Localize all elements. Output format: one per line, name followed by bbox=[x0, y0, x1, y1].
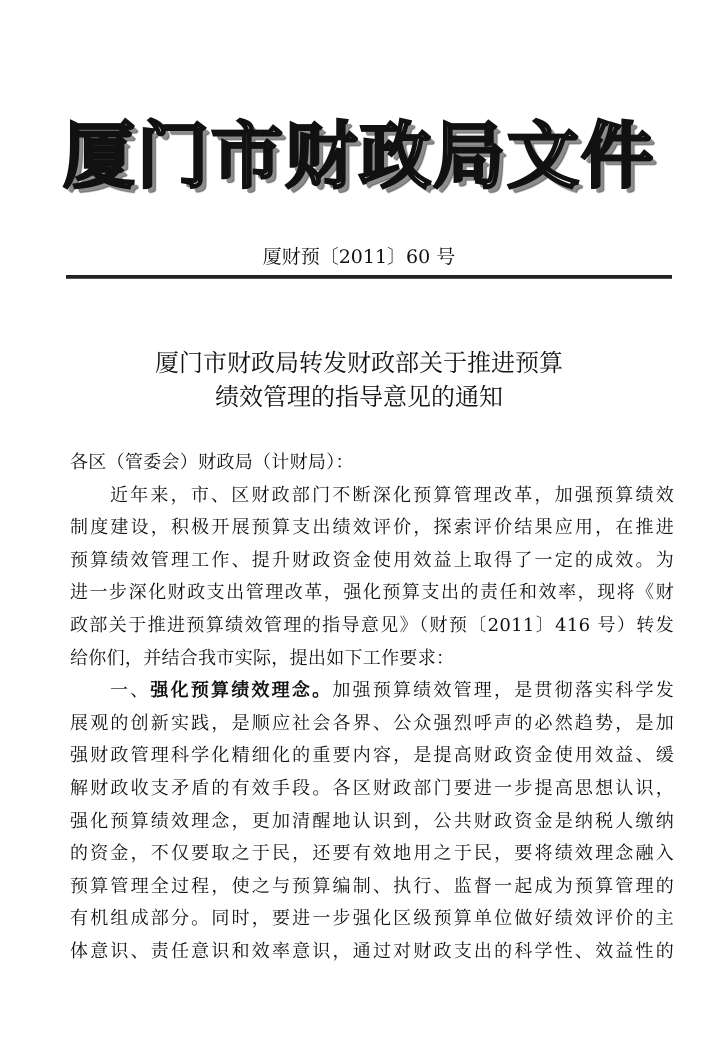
paragraph-1-line: 进一步深化财政支出管理改革，强化预算支出的责任和效率，现将《财 bbox=[70, 582, 674, 604]
paragraph-1-line: 政部关于推进预算绩效管理的指导意见》（财预〔2011〕416 号）转发 bbox=[70, 614, 674, 636]
paragraph-1-line: 制度建设，积极开展预算支出绩效评价，探索评价结果应用，在推进 bbox=[70, 517, 674, 539]
paragraph-2-line: 解财政收支矛盾的有效手段。各区财政部门要进一步提高思想认识， bbox=[70, 777, 674, 799]
paragraph-2-line: 预算管理全过程，使之与预算编制、执行、监督一起成为预算管理的 bbox=[70, 875, 674, 897]
header-divider bbox=[66, 275, 672, 279]
paragraph-2-line: 体意识、责任意识和效率意识，通过对财政支出的科学性、效益性的 bbox=[70, 940, 674, 962]
section-number: 一、 bbox=[110, 680, 151, 702]
notice-title bbox=[0, 346, 718, 414]
notice-title-line-2: 绩效管理的指导意见的通知 bbox=[215, 383, 503, 411]
paragraph-1-line: 给你们，并结合我市实际，提出如下工作要求： bbox=[70, 647, 455, 669]
paragraph-1-line: 预算绩效管理工作、提升财政资金使用效益上取得了一定的成效。为 bbox=[70, 549, 674, 571]
salutation: 各区（管委会）财政局（计财局）： bbox=[70, 452, 354, 473]
paragraph-2-line: 强财政管理科学化精细化的重要内容，是提高财政资金使用效益、缓 bbox=[70, 745, 674, 767]
paragraph-2-line: 强化预算绩效理念，更加清醒地认识到，公共财政资金是纳税人缴纳 bbox=[70, 810, 674, 832]
paragraph-2-line: 有机组成部分。同时，要进一步强化区级预算单位做好绩效评价的主 bbox=[70, 908, 674, 930]
document-header-title: 厦门市财政局文件 bbox=[62, 113, 655, 198]
paragraph-2-first-line bbox=[70, 675, 674, 708]
paragraph-1-line: 近年来，市、区财政部门不断深化预算管理改革，加强预算绩效 bbox=[110, 484, 674, 506]
document-number: 厦财预〔2011〕60 号 bbox=[262, 246, 456, 268]
notice-title-line-1: 厦门市财政局转发财政部关于推进预算 bbox=[155, 349, 563, 377]
paragraph-2-line: 的资金，不仅要取之于民，还要有效地用之于民，要将绩效理念融入 bbox=[70, 843, 674, 865]
paragraph-2-line: 展观的创新实践，是顺应社会各界、公众强烈呼声的必然趋势，是加 bbox=[70, 712, 674, 734]
section-heading: 强化预算绩效理念。 bbox=[150, 680, 333, 702]
paragraph-2-line-text: 加强预算绩效管理，是贯彻落实科学发 bbox=[332, 680, 674, 702]
document-body bbox=[70, 447, 674, 969]
